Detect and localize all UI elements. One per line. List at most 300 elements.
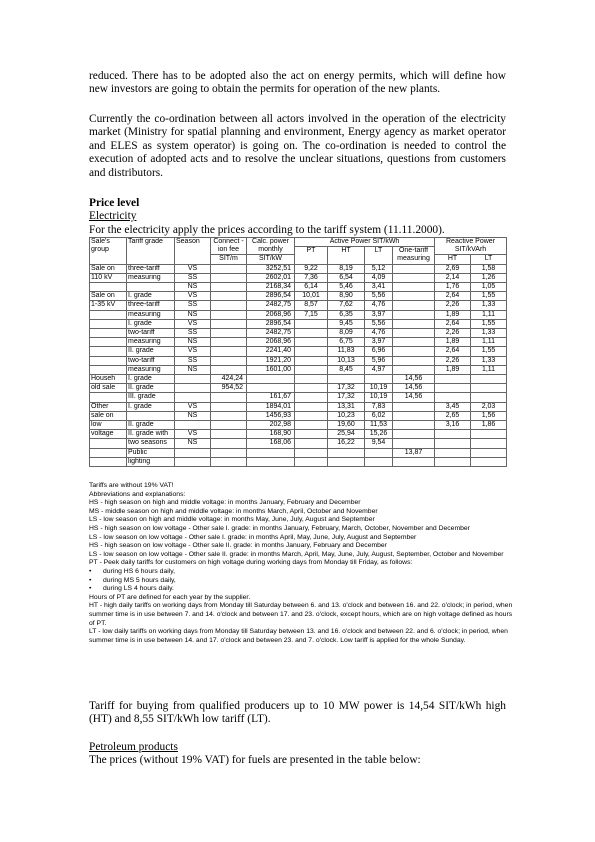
- table-cell-fee: [211, 430, 247, 439]
- table-cell-lt: 3,97: [365, 338, 393, 347]
- table-cell-group: [90, 356, 127, 365]
- table-cell-fee: [211, 402, 247, 411]
- note-pt: PT - Peek daily tariffs for customers on high voltage during working days from Monday till Friday, as follows:: [89, 559, 413, 567]
- table-cell-one: [393, 356, 435, 365]
- table-cell-rht: [435, 457, 471, 466]
- table-cell-group: [90, 319, 127, 328]
- table-cell-season: NS: [175, 439, 211, 448]
- table-cell-ht: 7,62: [328, 301, 365, 310]
- note-hs-low-2: HS - high season on low voltage - Other sale II. grade: in months January, February and December: [89, 542, 387, 550]
- table-cell-ht: 6,75: [328, 338, 365, 347]
- table-cell-grade: I. grade: [127, 402, 175, 411]
- table-cell-fee: [211, 310, 247, 319]
- table-cell-calc: 168,90: [247, 430, 295, 439]
- header-active-power: Active Power SIT/kWh: [295, 238, 435, 247]
- table-cell-grade: measuring: [127, 273, 175, 282]
- table-cell-rht: [435, 384, 471, 393]
- table-cell-pt: 9,22: [295, 264, 328, 273]
- table-cell-one: [393, 319, 435, 328]
- table-cell-one: [393, 457, 435, 466]
- table-cell-grade: two-tariff: [127, 329, 175, 338]
- table-cell-grade: II. grade: [127, 384, 175, 393]
- note-pt-hours: Hours of PT are defined for each year by the supplier.: [89, 593, 251, 601]
- table-cell-fee: [211, 411, 247, 420]
- table-cell-ht: 17,32: [328, 384, 365, 393]
- table-cell-group: [90, 347, 127, 356]
- table-cell-fee: [211, 347, 247, 356]
- table-cell-grade: measuring: [127, 338, 175, 347]
- tariff-table: [89, 237, 507, 467]
- table-cell-rlt: [471, 393, 507, 402]
- table-cell-rlt: [471, 448, 507, 457]
- table-cell-one: [393, 402, 435, 411]
- table-cell-pt: [295, 439, 328, 448]
- table-cell-calc: 1894,01: [247, 402, 295, 411]
- table-cell-fee: [211, 439, 247, 448]
- table-cell-ht: 16,22: [328, 439, 365, 448]
- table-cell-fee: [211, 356, 247, 365]
- table-row: [90, 384, 507, 393]
- header-connection-fee: Connect -ion fee: [211, 238, 247, 255]
- table-cell-season: VS: [175, 264, 211, 273]
- table-cell-lt: 15,26: [365, 430, 393, 439]
- table-cell-rlt: [471, 457, 507, 466]
- table-row: [90, 411, 507, 420]
- note-lt: LT - low daily tariffs on working days from Monday till Saturday between 13. and 16. o'clock and between 22. and 6. o'clock; in period, when summer time is in use between 14. and 17. o'clock and between 23. and 7. o'clock. Low tariff is applied for the whole Sunday.: [89, 628, 508, 644]
- table-cell-season: [175, 448, 211, 457]
- table-cell-fee: [211, 319, 247, 328]
- table-cell-grade: measuring: [127, 365, 175, 374]
- table-cell-pt: [295, 393, 328, 402]
- table-cell-rlt: [471, 439, 507, 448]
- table-cell-rlt: 1,55: [471, 347, 507, 356]
- header-reactive-power: Reactive Power SIT/kVArh: [435, 238, 507, 255]
- bullet-item: • during HS 6 hours daily,: [89, 567, 176, 575]
- header-reactive-ht: HT: [435, 255, 471, 264]
- table-cell-pt: [295, 457, 328, 466]
- table-cell-lt: 9,54: [365, 439, 393, 448]
- table-cell-pt: [295, 375, 328, 384]
- table-cell-lt: 6,96: [365, 347, 393, 356]
- table-cell-ht: 10,13: [328, 356, 365, 365]
- table-cell-season: NS: [175, 283, 211, 292]
- table-cell-rlt: 1,86: [471, 421, 507, 430]
- note-hs: HS - high season on high and middle voltage: in months January, February and December: [89, 499, 361, 507]
- table-row: [90, 448, 507, 457]
- table-cell-pt: [295, 365, 328, 374]
- table-cell-group: Other: [90, 402, 127, 411]
- table-cell-calc: 3252,51: [247, 264, 295, 273]
- table-cell-one: [393, 301, 435, 310]
- table-cell-calc: 1601,00: [247, 365, 295, 374]
- table-cell-rht: 2,14: [435, 273, 471, 282]
- table-cell-season: [175, 393, 211, 402]
- table-cell-calc: 161,67: [247, 393, 295, 402]
- table-cell-rlt: 1,11: [471, 365, 507, 374]
- table-cell-ht: 5,46: [328, 283, 365, 292]
- table-cell-ht: 17,32: [328, 393, 365, 402]
- table-cell-rht: 2,64: [435, 292, 471, 301]
- table-cell-group: sale on: [90, 411, 127, 420]
- table-cell-rht: 3,16: [435, 421, 471, 430]
- table-cell-ht: [328, 457, 365, 466]
- table-cell-one: 13,87: [393, 448, 435, 457]
- table-cell-calc: 202,98: [247, 421, 295, 430]
- intro-paragraph-2: Currently the co-ordination between all actors involved in the operation of the electricity market (Ministry for spatial planning and environment, Energy agency as market operator and ELES as system operator) is going on. The co-ordination is needed to control the execution of adopted acts and to resolve the unclear situations, questions from customers and distributors.: [89, 113, 506, 179]
- table-cell-season: [175, 421, 211, 430]
- table-cell-rlt: 1,55: [471, 319, 507, 328]
- header-ht: HT: [328, 247, 365, 264]
- table-cell-group: [90, 448, 127, 457]
- table-row: [90, 347, 507, 356]
- table-cell-ht: 8,45: [328, 365, 365, 374]
- table-header-row: [90, 238, 507, 247]
- table-cell-rlt: [471, 384, 507, 393]
- header-reactive-lt: LT: [471, 255, 507, 264]
- table-cell-season: VS: [175, 347, 211, 356]
- table-cell-group: [90, 338, 127, 347]
- table-cell-lt: 5,56: [365, 319, 393, 328]
- table-cell-group: [90, 393, 127, 402]
- table-cell-season: [175, 375, 211, 384]
- table-row: [90, 310, 507, 319]
- table-cell-fee: [211, 329, 247, 338]
- table-cell-rht: 3,45: [435, 402, 471, 411]
- table-cell-calc: 1456,93: [247, 411, 295, 420]
- table-cell-fee: [211, 264, 247, 273]
- table-cell-pt: 10,01: [295, 292, 328, 301]
- table-cell-calc: 2168,34: [247, 283, 295, 292]
- table-cell-fee: 954,52: [211, 384, 247, 393]
- note-ls-low-1: LS - low season on low voltage - Other sale I. grade: in months April, May, June, July, August and September: [89, 533, 417, 541]
- table-cell-rlt: 1,33: [471, 356, 507, 365]
- table-row: [90, 421, 507, 430]
- table-cell-ht: 8,09: [328, 329, 365, 338]
- table-cell-season: SS: [175, 329, 211, 338]
- table-cell-season: NS: [175, 338, 211, 347]
- table-cell-rlt: 1,05: [471, 283, 507, 292]
- table-cell-fee: [211, 338, 247, 347]
- table-cell-pt: [295, 338, 328, 347]
- table-cell-group: 1-35 kV: [90, 301, 127, 310]
- table-cell-rht: [435, 439, 471, 448]
- table-row: [90, 402, 507, 411]
- table-cell-lt: 7,83: [365, 402, 393, 411]
- table-cell-pt: [295, 411, 328, 420]
- table-cell-ht: 6,35: [328, 310, 365, 319]
- table-cell-rht: 2,69: [435, 264, 471, 273]
- table-cell-calc: 2482,75: [247, 329, 295, 338]
- table-row: [90, 393, 507, 402]
- table-cell-rht: [435, 448, 471, 457]
- note-ht: HT - high daily tariffs on working days from Monday till Saturday between 6. and 13. o'clock and between 16. and 22. o'clock; in period, when summer time is in use between 7. and 14. o'clock and between 17. and 23. o'clock, except hours, which are on high voltage defined as hours of PT.: [89, 602, 513, 627]
- table-cell-lt: 4,09: [365, 273, 393, 282]
- table-cell-group: [90, 457, 127, 466]
- table-cell-grade: Public: [127, 448, 175, 457]
- table-cell-calc: 2896,54: [247, 292, 295, 301]
- table-cell-lt: 5,12: [365, 264, 393, 273]
- table-cell-lt: 11,53: [365, 421, 393, 430]
- table-cell-grade: II. grade: [127, 347, 175, 356]
- table-cell-pt: 6,14: [295, 283, 328, 292]
- table-cell-calc: 168,06: [247, 439, 295, 448]
- table-cell-group: [90, 329, 127, 338]
- table-cell-ht: 11,83: [328, 347, 365, 356]
- table-cell-season: VS: [175, 402, 211, 411]
- note-hs-low-1: HS - high season on low voltage - Other sale I. grade: in months January, February, March, October, November and December: [89, 524, 470, 532]
- table-cell-group: [90, 365, 127, 374]
- electricity-intro: For the electricity apply the prices according to the tariff system (11.11.2000).: [89, 224, 445, 236]
- table-cell-season: VS: [175, 430, 211, 439]
- table-cell-fee: [211, 283, 247, 292]
- table-cell-one: [393, 411, 435, 420]
- table-cell-one: [393, 365, 435, 374]
- table-cell-one: [393, 292, 435, 301]
- table-cell-season: SS: [175, 356, 211, 365]
- table-cell-pt: [295, 319, 328, 328]
- table-row: [90, 375, 507, 384]
- table-cell-rlt: 1,26: [471, 273, 507, 282]
- table-cell-one: [393, 310, 435, 319]
- table-cell-grade: I. grade: [127, 319, 175, 328]
- table-row: [90, 319, 507, 328]
- header-calc-unit: SIT/kW: [247, 255, 295, 264]
- table-cell-lt: 5,96: [365, 356, 393, 365]
- table-cell-ht: 6,54: [328, 273, 365, 282]
- table-cell-calc: 2241,40: [247, 347, 295, 356]
- table-cell-one: 14,56: [393, 393, 435, 402]
- bullet-item: • during MS 5 hours daily,: [89, 576, 176, 584]
- table-cell-ht: 10,23: [328, 411, 365, 420]
- table-cell-ht: 9,45: [328, 319, 365, 328]
- bullet-item: • during LS 4 hours daily.: [89, 585, 174, 593]
- table-cell-fee: [211, 457, 247, 466]
- table-cell-rht: 2,26: [435, 329, 471, 338]
- table-cell-rht: [435, 393, 471, 402]
- table-cell-grade: two seasons: [127, 439, 175, 448]
- table-cell-rht: 1,76: [435, 283, 471, 292]
- table-cell-fee: [211, 448, 247, 457]
- table-cell-pt: [295, 430, 328, 439]
- table-cell-calc: [247, 457, 295, 466]
- table-cell-calc: [247, 448, 295, 457]
- table-cell-ht: 13,31: [328, 402, 365, 411]
- table-cell-calc: 2896,54: [247, 319, 295, 328]
- table-cell-season: SS: [175, 273, 211, 282]
- table-cell-pt: [295, 448, 328, 457]
- table-cell-lt: 3,97: [365, 310, 393, 319]
- table-cell-fee: 424,24: [211, 375, 247, 384]
- table-cell-lt: [365, 375, 393, 384]
- table-cell-lt: 4,97: [365, 365, 393, 374]
- table-cell-rlt: [471, 375, 507, 384]
- table-row: [90, 457, 507, 466]
- header-season: Season: [175, 238, 211, 265]
- table-cell-rht: 1,89: [435, 365, 471, 374]
- table-cell-grade: II. grade: [127, 421, 175, 430]
- note-vat: Tariffs are without 19% VAT!: [89, 482, 174, 489]
- table-cell-one: [393, 439, 435, 448]
- header-tariff-grade: Tariff grade: [127, 238, 175, 265]
- header-sales-group: Sale's group: [90, 238, 127, 265]
- table-cell-rlt: [471, 430, 507, 439]
- table-cell-grade: three-tariff: [127, 301, 175, 310]
- note-ls: LS - low season on high and middle voltage: in months May, June, July, August and September: [89, 516, 375, 524]
- table-cell-season: NS: [175, 411, 211, 420]
- table-cell-one: [393, 264, 435, 273]
- table-cell-lt: 10,19: [365, 393, 393, 402]
- table-cell-rlt: 1,56: [471, 411, 507, 420]
- table-cell-pt: [295, 421, 328, 430]
- table-cell-grade: I. grade: [127, 292, 175, 301]
- table-cell-season: [175, 384, 211, 393]
- petroleum-intro: The prices (without 19% VAT) for fuels are presented in the table below:: [89, 754, 421, 766]
- table-cell-one: [393, 273, 435, 282]
- table-cell-calc: 2482,75: [247, 301, 295, 310]
- table-cell-group: Sale on: [90, 264, 127, 273]
- heading-electricity: Electricity: [89, 210, 137, 222]
- table-cell-ht: [328, 375, 365, 384]
- table-cell-rht: 2,65: [435, 411, 471, 420]
- qualified-producers-paragraph: Tariff for buying from qualified producers up to 10 MW power is 14,54 SIT/kWh high (HT) and 8,55 SIT/kWh low tariff (LT).: [89, 700, 506, 726]
- table-cell-fee: [211, 365, 247, 374]
- table-cell-pt: [295, 356, 328, 365]
- table-cell-calc: 2068,96: [247, 338, 295, 347]
- table-cell-lt: 4,76: [365, 329, 393, 338]
- table-cell-rht: 2,26: [435, 301, 471, 310]
- table-row: [90, 356, 507, 365]
- table-cell-rlt: 1,11: [471, 310, 507, 319]
- table-cell-grade: I. grade: [127, 375, 175, 384]
- table-cell-rlt: 1,55: [471, 292, 507, 301]
- table-cell-lt: 5,56: [365, 292, 393, 301]
- note-ms: MS - middle season on high and middle voltage: in months March, April, October and November: [89, 507, 378, 515]
- table-cell-one: [393, 283, 435, 292]
- table-cell-rlt: 1,33: [471, 301, 507, 310]
- table-cell-season: NS: [175, 310, 211, 319]
- table-cell-ht: [328, 448, 365, 457]
- table-cell-calc: 1921,20: [247, 356, 295, 365]
- table-cell-lt: [365, 448, 393, 457]
- table-cell-season: [175, 457, 211, 466]
- table-row: [90, 292, 507, 301]
- table-cell-lt: 10,19: [365, 384, 393, 393]
- table-cell-season: VS: [175, 319, 211, 328]
- table-cell-one: [393, 347, 435, 356]
- table-cell-calc: 2602,01: [247, 273, 295, 282]
- table-row: [90, 329, 507, 338]
- table-cell-one: 14,56: [393, 375, 435, 384]
- table-cell-season: NS: [175, 365, 211, 374]
- table-cell-ht: 8,90: [328, 292, 365, 301]
- table-cell-pt: [295, 384, 328, 393]
- table-cell-fee: [211, 393, 247, 402]
- table-cell-rht: 1,89: [435, 338, 471, 347]
- header-connection-unit: SIT/m: [211, 255, 247, 264]
- header-lt: LT: [365, 247, 393, 264]
- table-cell-rht: 2,64: [435, 319, 471, 328]
- table-cell-rht: [435, 430, 471, 439]
- intro-paragraph-1: reduced. There has to be adopted also the act on energy permits, which will define how new investors are going to obtain the permits for operation of the new plants.: [89, 70, 506, 96]
- table-cell-one: [393, 421, 435, 430]
- table-row: [90, 301, 507, 310]
- table-cell-group: low: [90, 421, 127, 430]
- table-cell-one: [393, 430, 435, 439]
- table-cell-calc: [247, 375, 295, 384]
- table-cell-one: 14,56: [393, 384, 435, 393]
- table-cell-pt: 7,15: [295, 310, 328, 319]
- table-cell-ht: 8,19: [328, 264, 365, 273]
- table-cell-group: [90, 439, 127, 448]
- table-cell-pt: [295, 329, 328, 338]
- header-pt: PT: [295, 247, 328, 264]
- table-cell-rht: 2,64: [435, 347, 471, 356]
- note-abbreviations: Abbreviations and explanations:: [89, 490, 186, 498]
- table-row: [90, 365, 507, 374]
- table-cell-grade: III. grade: [127, 393, 175, 402]
- table-row: [90, 273, 507, 282]
- table-cell-grade: measuring: [127, 310, 175, 319]
- table-cell-fee: [211, 301, 247, 310]
- table-cell-lt: 6,02: [365, 411, 393, 420]
- table-cell-lt: [365, 457, 393, 466]
- table-cell-one: [393, 329, 435, 338]
- table-cell-fee: [211, 421, 247, 430]
- table-cell-group: Sale on: [90, 292, 127, 301]
- table-cell-rht: 1,89: [435, 310, 471, 319]
- table-cell-rht: 2,26: [435, 356, 471, 365]
- table-cell-season: VS: [175, 292, 211, 301]
- tariff-notes: [89, 482, 513, 645]
- table-cell-rlt: 1,33: [471, 329, 507, 338]
- note-ls-low-2: LS - low season on low voltage - Other sale II. grade: in months March, April, May, June, July, August, September, October and November: [89, 550, 504, 558]
- table-cell-grade: three-tariff: [127, 264, 175, 273]
- table-cell-group: [90, 283, 127, 292]
- header-one-tariff: One-tariff measuring: [393, 247, 435, 264]
- table-cell-group: Househ: [90, 375, 127, 384]
- table-cell-rlt: 1,11: [471, 338, 507, 347]
- table-cell-pt: [295, 402, 328, 411]
- table-cell-calc: 2068,96: [247, 310, 295, 319]
- table-cell-grade: II. grade with: [127, 430, 175, 439]
- table-cell-rlt: 2,03: [471, 402, 507, 411]
- table-cell-group: 110 kV: [90, 273, 127, 282]
- table-cell-ht: 25,94: [328, 430, 365, 439]
- table-row: [90, 283, 507, 292]
- table-cell-pt: 8,57: [295, 301, 328, 310]
- table-cell-grade: two-tariff: [127, 356, 175, 365]
- table-cell-rlt: 1,58: [471, 264, 507, 273]
- table-cell-lt: 3,41: [365, 283, 393, 292]
- table-cell-group: old sale: [90, 384, 127, 393]
- heading-price-level: Price level: [89, 197, 140, 209]
- header-calc-power: Calc. power monthly: [247, 238, 295, 255]
- table-row: [90, 430, 507, 439]
- table-cell-fee: [211, 292, 247, 301]
- heading-petroleum: Petroleum products: [89, 741, 178, 753]
- table-row: [90, 264, 507, 273]
- table-cell-one: [393, 338, 435, 347]
- table-cell-group: [90, 310, 127, 319]
- table-cell-grade: lighting: [127, 457, 175, 466]
- table-cell-rht: [435, 375, 471, 384]
- table-cell-lt: 4,76: [365, 301, 393, 310]
- table-cell-pt: [295, 347, 328, 356]
- table-cell-group: voltage: [90, 430, 127, 439]
- table-cell-grade: [127, 411, 175, 420]
- table-cell-grade: [127, 283, 175, 292]
- table-cell-fee: [211, 273, 247, 282]
